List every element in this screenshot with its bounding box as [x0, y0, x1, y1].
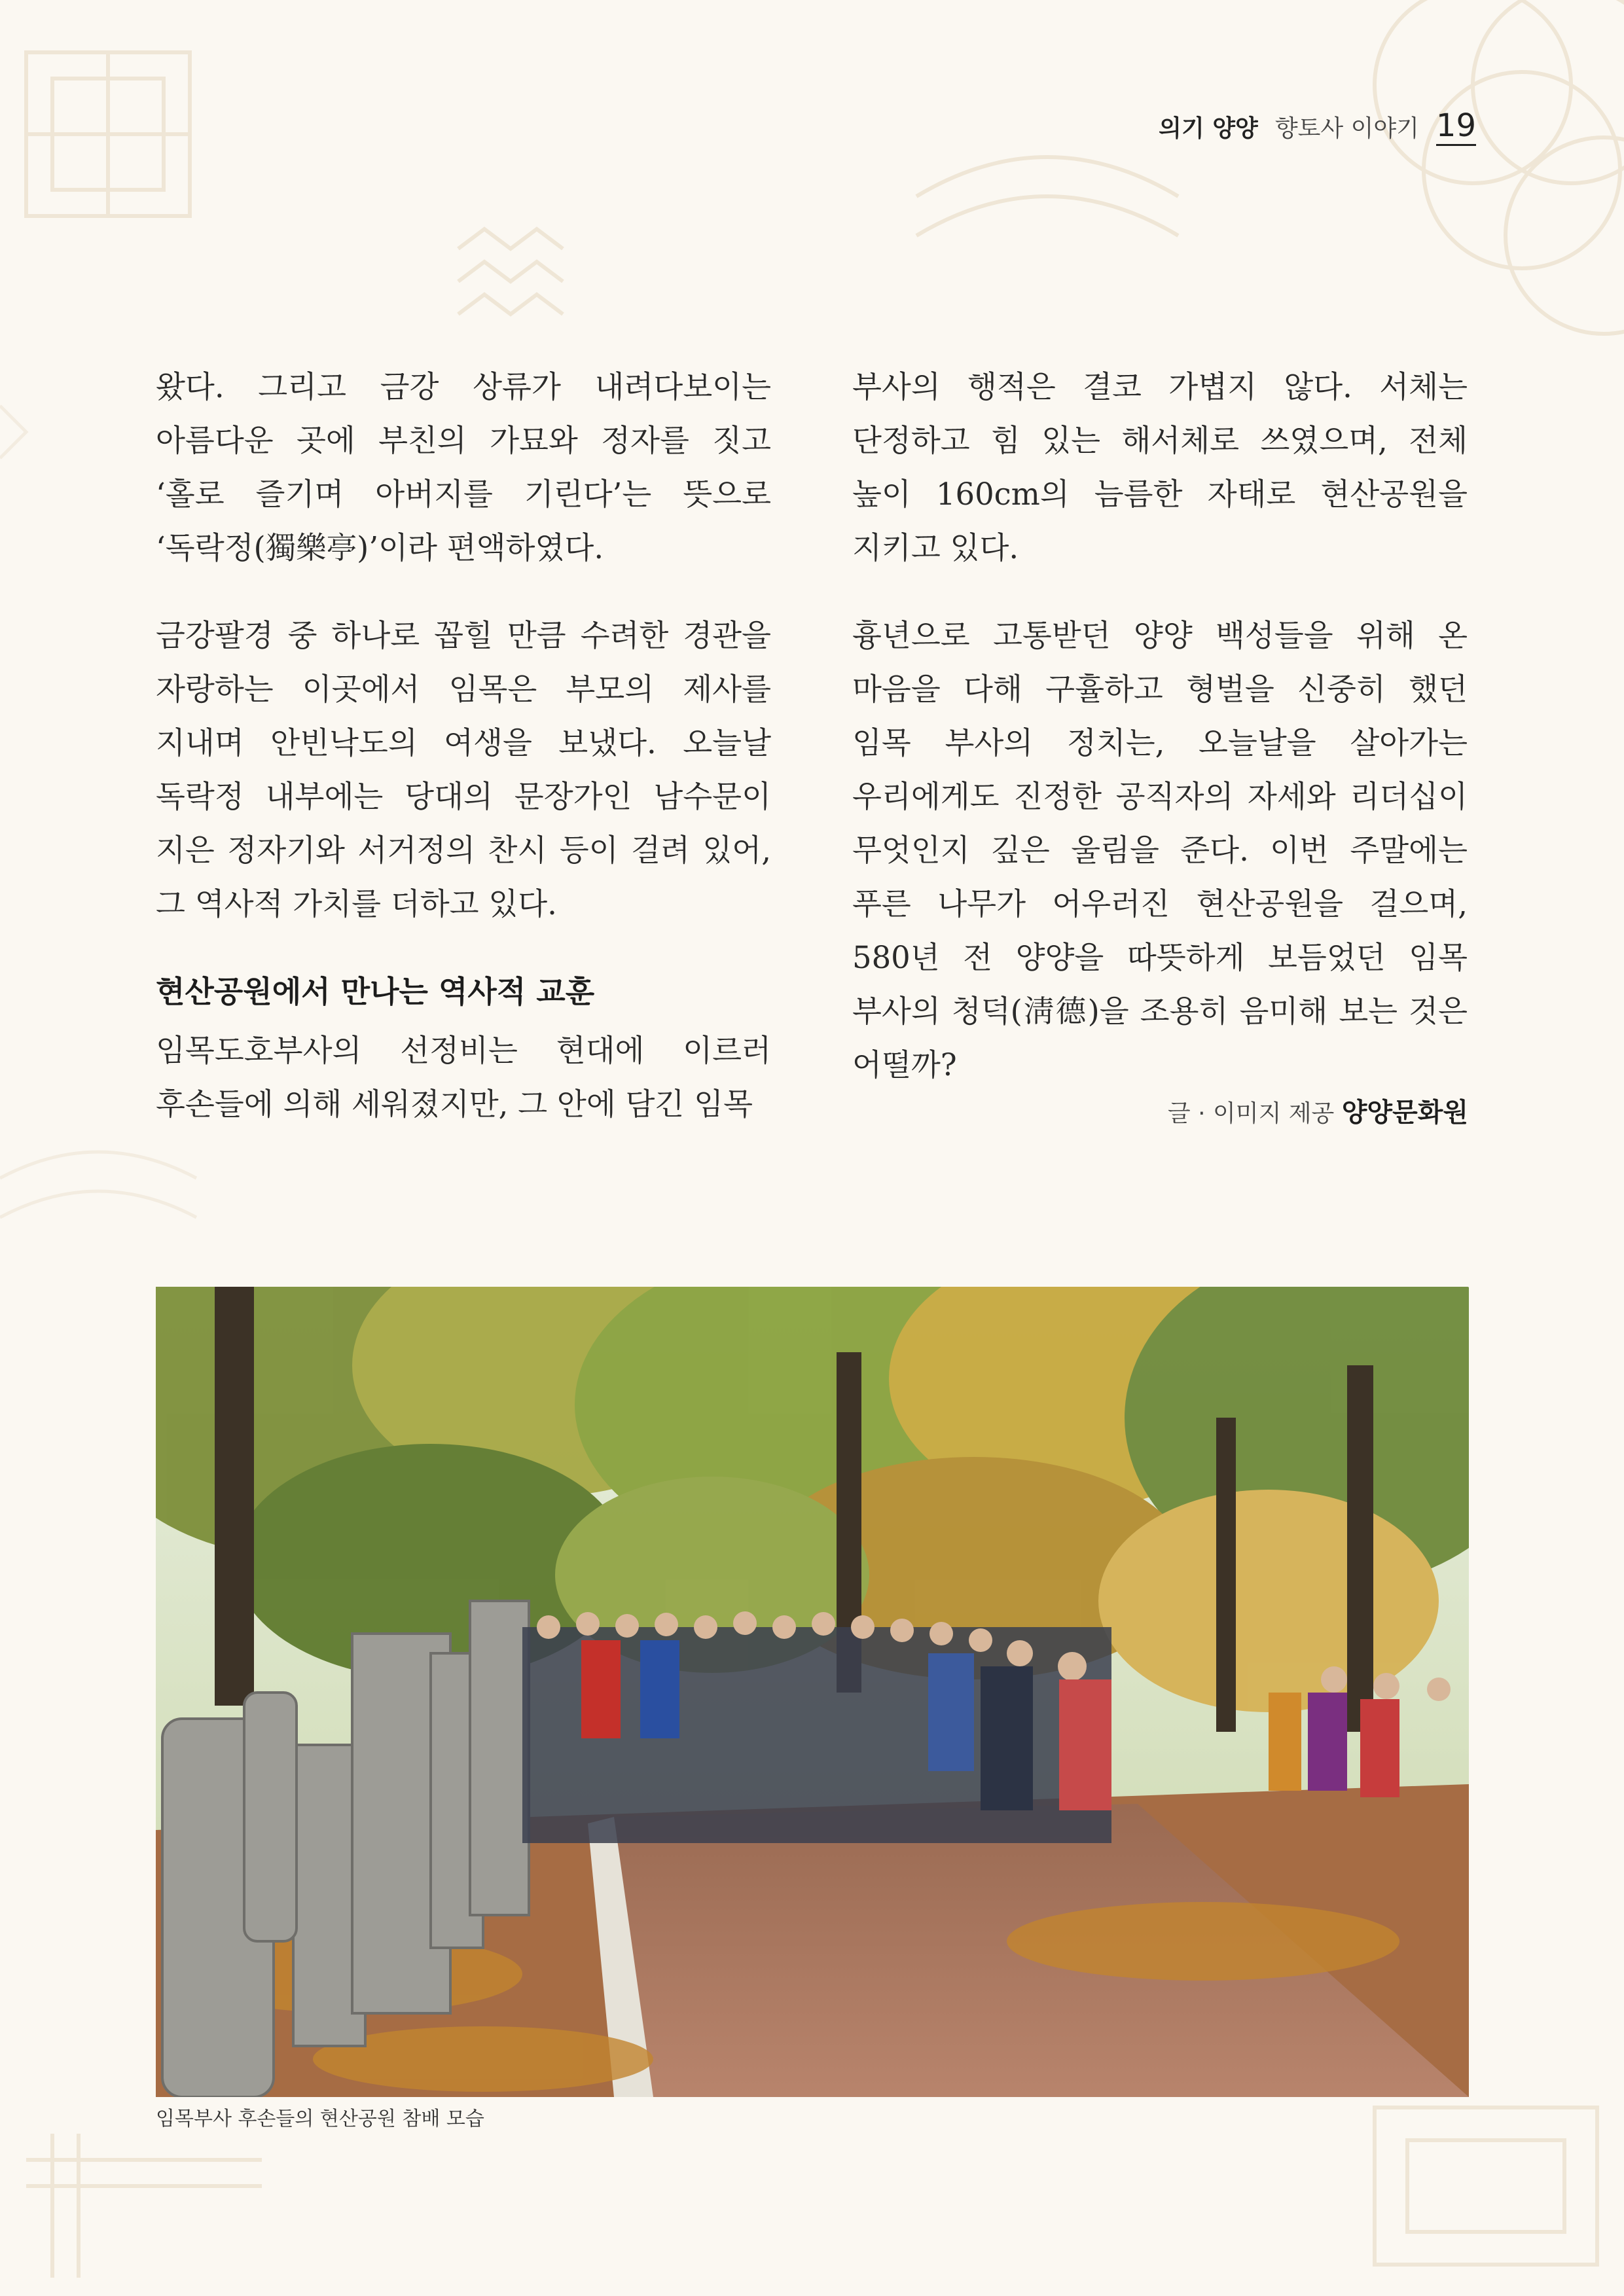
section-heading: 현산공원에서 만나는 역사적 교훈: [156, 974, 595, 1009]
credit-source: 양양문화원: [1341, 1098, 1468, 1128]
credit-line: [1168, 1092, 1468, 1129]
right-column: [852, 360, 1468, 1126]
section-title: 향토사 이야기: [1274, 115, 1419, 142]
credit-prefix: 글 · 이미지 제공: [1167, 1100, 1335, 1127]
page-header: [1159, 107, 1476, 146]
photo-caption: 임목부사 후손들의 현산공원 참배 모습: [156, 2108, 484, 2130]
page-number: 19: [1436, 110, 1476, 146]
paragraph: 부사의 행적은 결코 가볍지 않다. 서체는 단정하고 힘 있는 해서체로 쓰였으며, 전체 높이 160cm의 늠름한 자태로 현산공원을 지키고 있다.: [852, 369, 1468, 565]
magazine-title: 의기 양양: [1159, 115, 1258, 142]
paragraph: 흉년으로 고통받던 양양 백성들을 위해 온 마음을 다해 구휼하고 형벌을 신중히 했던 임목 부사의 정치는, 오늘날을 살아가는 우리에게도 진정한 공직자의 자세와 리더십이 무엇인지 깊은 울림을 준다. 이번 주말에는 푸른 나무가 어우러진 현산공원을 걸으며, 580년 전 양양을 따뜻하게 보듬었던 임목 부사의 청덕(淸德)을 조용히 음미해 보는 것은 어떨까?: [852, 618, 1468, 1083]
left-column: [156, 360, 771, 1165]
park-photo-illustration: [156, 1287, 1469, 2097]
paragraph: 금강팔경 중 하나로 꼽힐 만큼 수려한 경관을 자랑하는 이곳에서 임목은 부모의 제사를 지내며 안빈낙도의 여생을 보냈다. 오늘날 독락정 내부에는 당대의 문장가인 남수문이 지은 정자기와 서거정의 찬시 등이 걸려 있어, 그 역사적 가치를 더하고 있다.: [156, 618, 771, 922]
group-photo: [156, 1287, 1469, 2097]
paragraph: 왔다. 그리고 금강 상류가 내려다보이는 아름다운 곳에 부친의 가묘와 정자를 짓고 ‘홀로 즐기며 아버지를 기린다’는 뜻으로 ‘독락정(獨樂亭)’이라 편액하였다.: [156, 369, 771, 565]
paragraph: 임목도호부사의 선정비는 현대에 이르러 후손들에 의해 세워졌지만, 그 안에 담긴 임목: [156, 1033, 771, 1122]
